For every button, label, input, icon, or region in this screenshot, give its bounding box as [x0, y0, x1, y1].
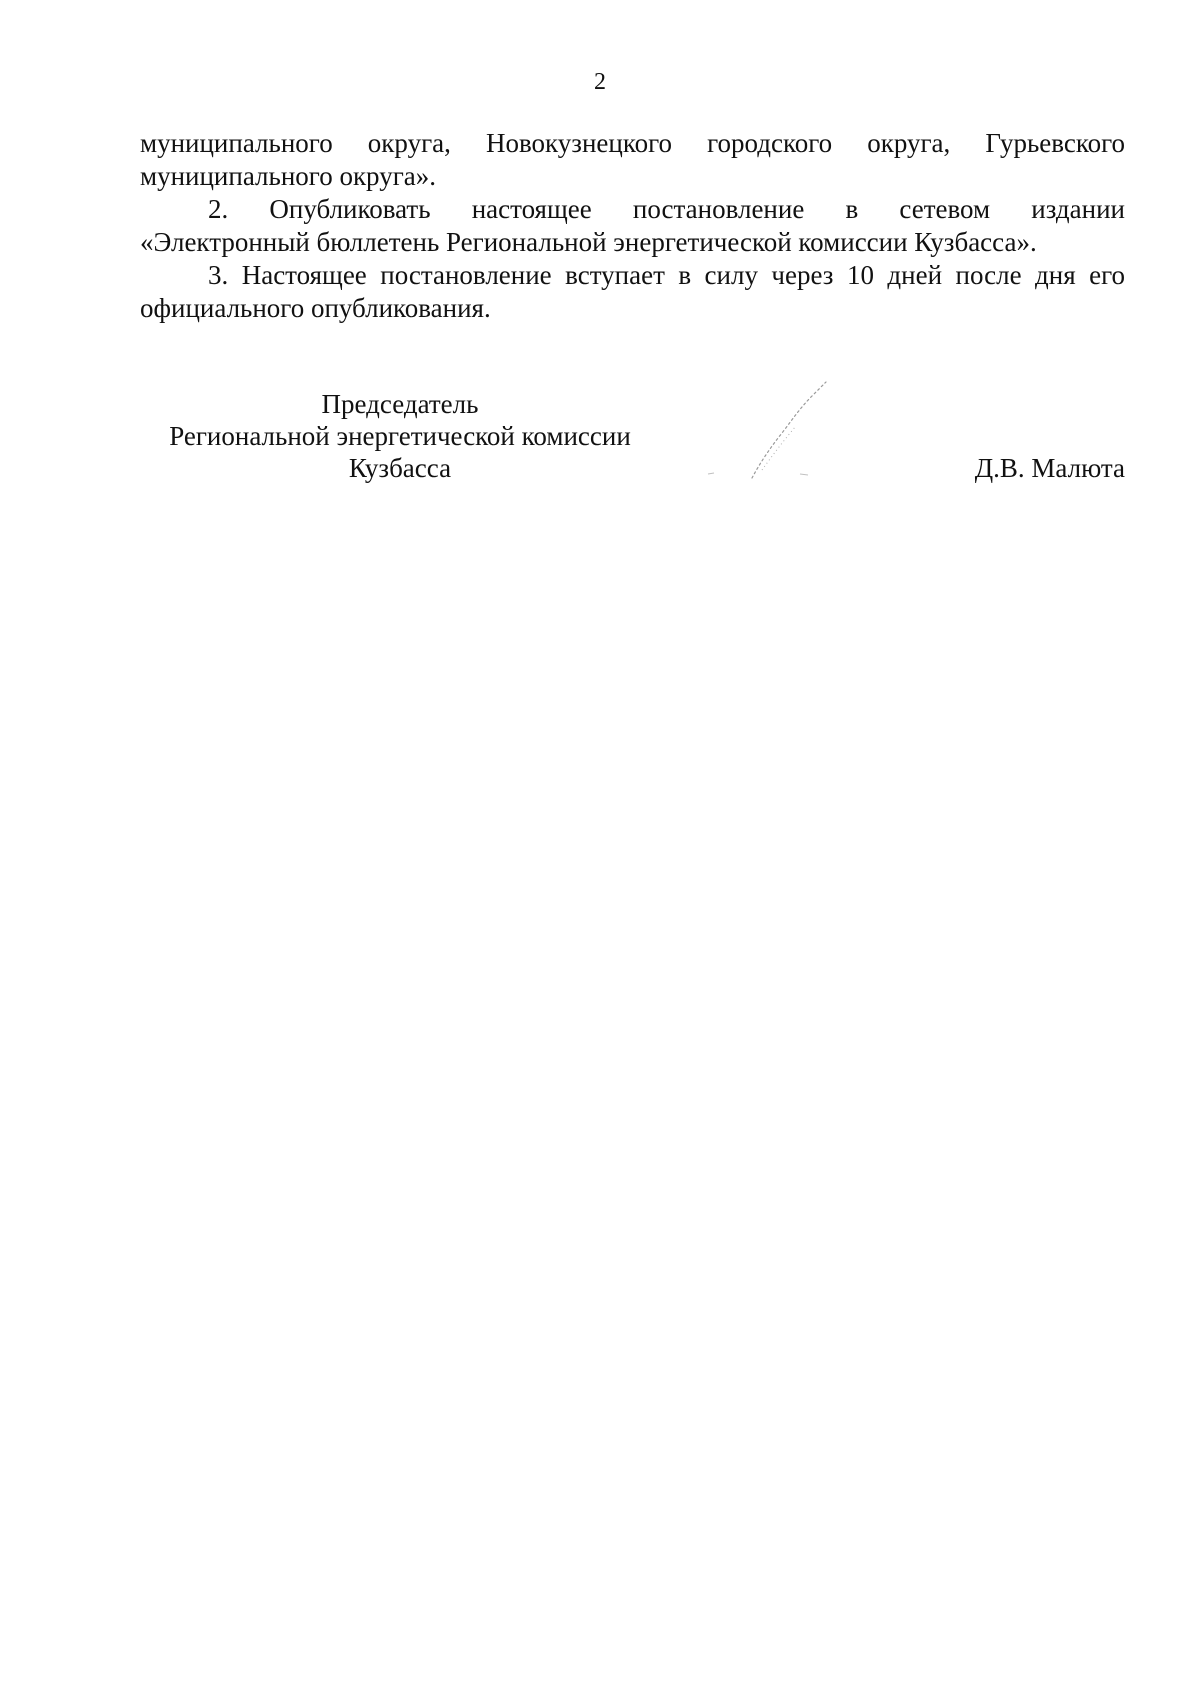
signatory-position	[140, 388, 660, 484]
signatory-position-line: Председатель	[321, 389, 479, 419]
paragraph-item-3	[140, 259, 1125, 325]
paragraph-line: «Электронный бюллетень Региональной энергетической комиссии Кузбасса».	[140, 227, 1037, 257]
signatory-position-line: Кузбасса	[348, 453, 452, 483]
paragraph-line: 3. Настоящее постановление вступает в силу через 10 дней после дня его	[208, 260, 1125, 290]
paragraph-line: официального опубликования.	[140, 293, 491, 323]
paragraph-continuation	[140, 127, 1125, 193]
paragraph-line: муниципального округа, Новокузнецкого городского округа, Гурьевского	[140, 128, 1125, 158]
document-body	[140, 127, 1125, 325]
signatory-position-line: Региональной энергетической комиссии	[169, 421, 631, 451]
signatory-name: Д.В. Малюта	[974, 453, 1125, 483]
paragraph-line: муниципального округа».	[140, 161, 437, 191]
paragraph-line: 2. Опубликовать настоящее постановление в сетевом издании	[208, 194, 1125, 224]
paragraph-item-2	[140, 193, 1125, 259]
handwritten-signature	[700, 378, 860, 488]
page-number: 2	[594, 69, 606, 95]
